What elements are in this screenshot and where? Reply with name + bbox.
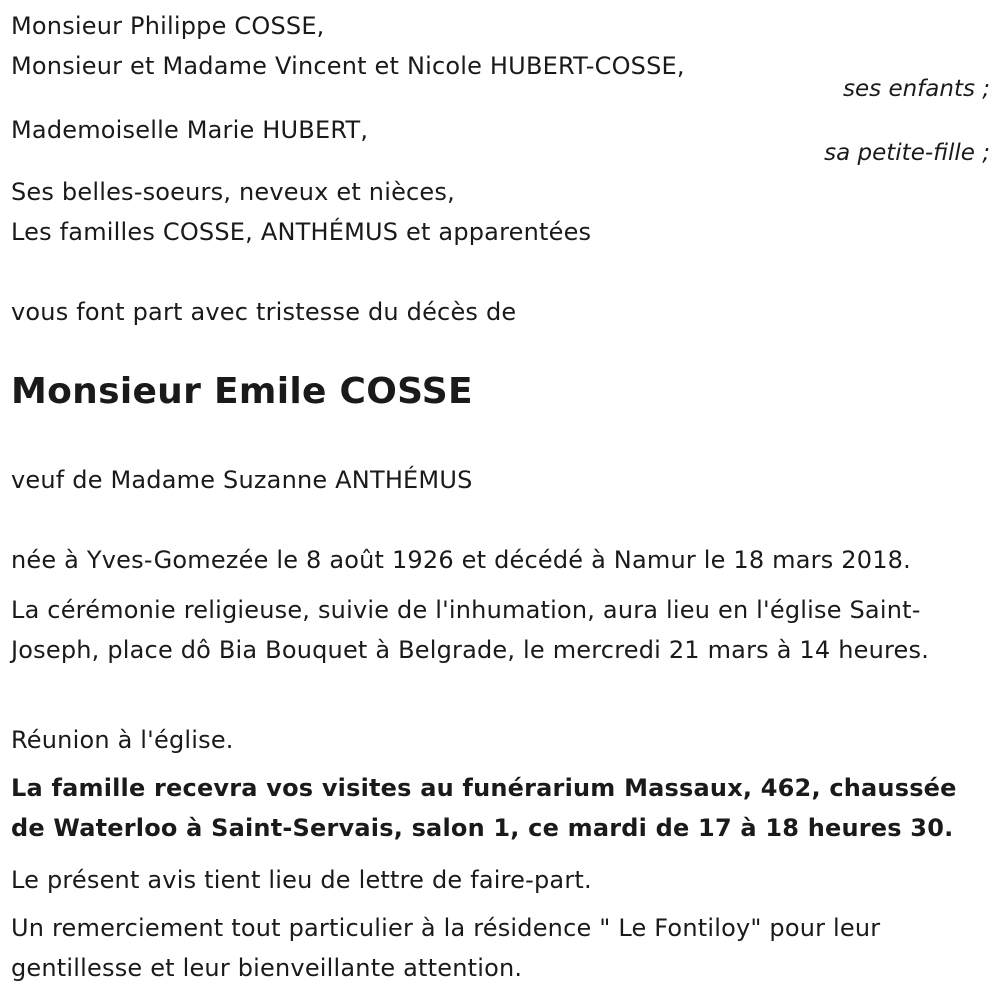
relation-children: ses enfants ; [843,76,990,102]
family-line-inlaws: Ses belles-soeurs, neveux et nièces, [11,178,455,206]
visits-paragraph: La famille recevra vos visites au funérarium Massaux, 462, chaussée de Waterloo à Saint-Servais, salon 1, ce mardi de 17 à 18 heures 30. [11,774,957,842]
family-line-son: Monsieur Philippe COSSE, [11,12,325,40]
thanks-paragraph: Un remerciement tout particulier à la résidence " Le Fontiloy" pour leur gentillesse et leur bienveillante attention. [11,914,881,982]
deceased-name: Monsieur Emile COSSE [11,371,473,412]
notice-line: Le présent avis tient lieu de lettre de faire-part. [11,866,592,894]
family-line-children: Monsieur et Madame Vincent et Nicole HUBERT-COSSE, [11,52,685,80]
birth-death-line: née à Yves-Gomezée le 8 août 1926 et décédé à Namur le 18 mars 2018. [11,546,911,574]
announcement-text: vous font part avec tristesse du décès de [11,298,517,326]
meeting-line: Réunion à l'église. [11,726,234,754]
family-line-granddaughter: Mademoiselle Marie HUBERT, [11,116,369,144]
ceremony-paragraph: La cérémonie religieuse, suivie de l'inhumation, aura lieu en l'église Saint-Joseph, place dô Bia Bouquet à Belgrade, le mercredi 21 mars à 14 heures. [11,596,930,664]
family-line-families: Les familles COSSE, ANTHÉMUS et apparentées [11,218,592,246]
spouse-line: veuf de Madame Suzanne ANTHÉMUS [11,466,473,494]
relation-granddaughter: sa petite-fille ; [824,140,990,166]
